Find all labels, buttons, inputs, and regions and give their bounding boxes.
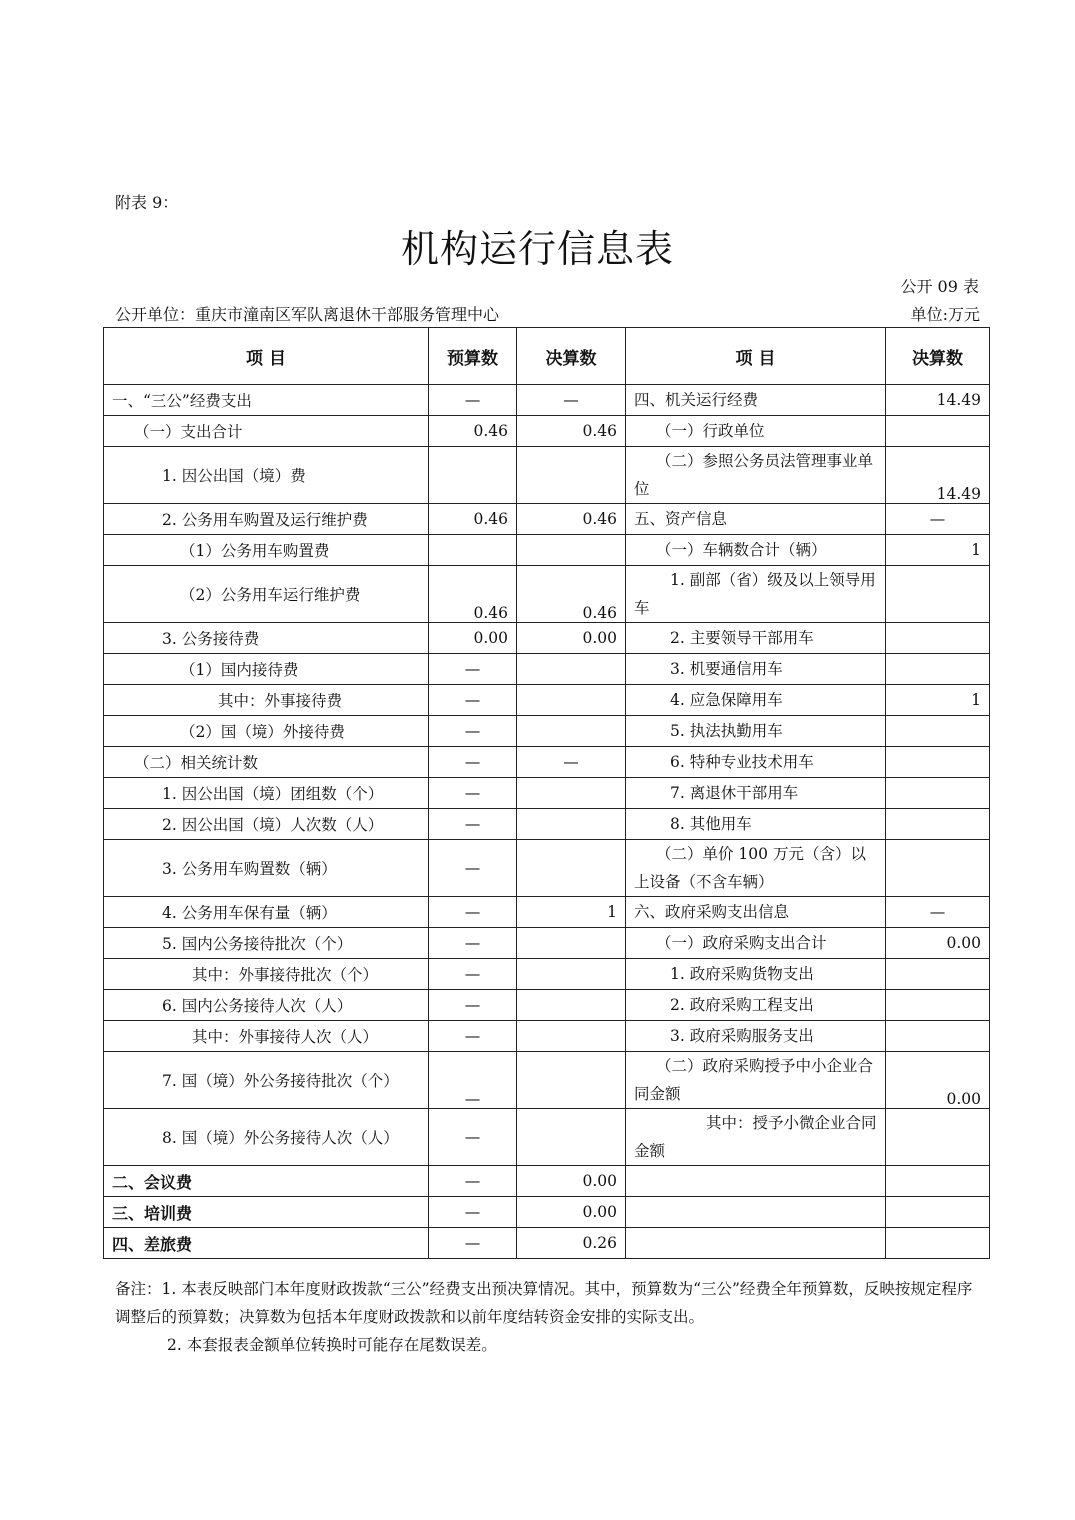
- table-row: [104, 1109, 990, 1166]
- item-left-cell: 5. 国内公务接待批次（个）: [104, 928, 429, 959]
- item-left-cell: 二、会议费: [104, 1166, 429, 1197]
- item-left-cell: （1）国内接待费: [104, 654, 429, 685]
- item-right-cell: 5. 执法执勤用车: [626, 716, 886, 747]
- final-right-cell: [886, 716, 990, 747]
- budget-cell: —: [429, 1197, 517, 1228]
- budget-cell: —: [429, 897, 517, 928]
- budget-cell: —: [429, 1052, 517, 1109]
- item-left-cell: （1）公务用车购置费: [104, 535, 429, 566]
- item-right-cell: 3. 政府采购服务支出: [626, 1021, 886, 1052]
- item-right-cell: 六、政府采购支出信息: [626, 897, 886, 928]
- table-row: [104, 747, 990, 778]
- item-left-cell: （一）支出合计: [104, 416, 429, 447]
- final-left-cell: [517, 809, 626, 840]
- item-left-cell: 3. 公务接待费: [104, 623, 429, 654]
- item-right-cell: 1. 副部（省）级及以上领导用车: [626, 566, 886, 623]
- final-left-cell: 0.00: [517, 1166, 626, 1197]
- budget-cell: —: [429, 928, 517, 959]
- budget-cell: 0.46: [429, 416, 517, 447]
- unit-row: [115, 302, 980, 325]
- table-body: [104, 385, 990, 1259]
- item-right-cell: 2. 主要领导干部用车: [626, 623, 886, 654]
- final-left-cell: 0.46: [517, 416, 626, 447]
- budget-cell: [429, 535, 517, 566]
- item-right-cell: （一）政府采购支出合计: [626, 928, 886, 959]
- final-right-cell: [886, 809, 990, 840]
- table-row: [104, 385, 990, 416]
- final-left-cell: 0.00: [517, 623, 626, 654]
- table-row: [104, 535, 990, 566]
- currency-unit: 单位:万元: [910, 305, 980, 324]
- final-right-cell: [886, 566, 990, 623]
- table-row: [104, 685, 990, 716]
- budget-cell: —: [429, 685, 517, 716]
- item-left-cell: 1. 因公出国（境）费: [104, 447, 429, 504]
- item-right-cell: 8. 其他用车: [626, 809, 886, 840]
- final-right-cell: 1: [886, 685, 990, 716]
- item-right-cell: 7. 离退休干部用车: [626, 778, 886, 809]
- budget-cell: —: [429, 385, 517, 416]
- final-right-cell: [886, 416, 990, 447]
- col-header-final-right: 决算数: [886, 328, 990, 385]
- table-row: [104, 1052, 990, 1109]
- budget-cell: —: [429, 654, 517, 685]
- final-left-cell: —: [517, 385, 626, 416]
- item-right-cell: （二）参照公务员法管理事业单位: [626, 447, 886, 504]
- item-right-cell: （二）单价 100 万元（含）以上设备（不含车辆）: [626, 840, 886, 897]
- budget-cell: 0.00: [429, 623, 517, 654]
- budget-cell: —: [429, 1021, 517, 1052]
- final-right-cell: [886, 1021, 990, 1052]
- table-row: [104, 897, 990, 928]
- final-right-cell: [886, 959, 990, 990]
- item-right-cell: 五、资产信息: [626, 504, 886, 535]
- page-title: 机构运行信息表: [400, 227, 674, 271]
- table-row: [104, 566, 990, 623]
- item-left-cell: 其中：外事接待批次（个）: [104, 959, 429, 990]
- budget-cell: —: [429, 1109, 517, 1166]
- item-right-cell: [626, 1228, 886, 1259]
- item-left-cell: 3. 公务用车购置数（辆）: [104, 840, 429, 897]
- budget-cell: —: [429, 1166, 517, 1197]
- col-header-item-left: 项 目: [104, 328, 429, 385]
- item-right-cell: [626, 1166, 886, 1197]
- table-row: [104, 959, 990, 990]
- item-left-cell: 三、培训费: [104, 1197, 429, 1228]
- item-right-cell: （一）行政单位: [626, 416, 886, 447]
- budget-cell: —: [429, 959, 517, 990]
- table-row: [104, 990, 990, 1021]
- item-left-cell: 4. 公务用车保有量（辆）: [104, 897, 429, 928]
- final-right-cell: [886, 1197, 990, 1228]
- final-right-cell: —: [886, 897, 990, 928]
- item-right-cell: 3. 机要通信用车: [626, 654, 886, 685]
- table-row: [104, 716, 990, 747]
- item-right-cell: 1. 政府采购货物支出: [626, 959, 886, 990]
- final-left-cell: [517, 535, 626, 566]
- table-row: [104, 1166, 990, 1197]
- budget-cell: 0.46: [429, 504, 517, 535]
- item-right-cell: 6. 特种专业技术用车: [626, 747, 886, 778]
- item-right-cell: （二）政府采购授予中小企业合同金额: [626, 1052, 886, 1109]
- final-right-cell: 1: [886, 535, 990, 566]
- col-header-budget: 预算数: [429, 328, 517, 385]
- col-header-item-right: 项 目: [626, 328, 886, 385]
- budget-cell: [429, 447, 517, 504]
- table-row: [104, 623, 990, 654]
- final-left-cell: [517, 778, 626, 809]
- final-left-cell: 0.00: [517, 1197, 626, 1228]
- final-right-cell: —: [886, 504, 990, 535]
- final-right-cell: [886, 1166, 990, 1197]
- item-left-cell: （2）国（境）外接待费: [104, 716, 429, 747]
- notes: [115, 1275, 985, 1359]
- final-left-cell: —: [517, 747, 626, 778]
- final-left-cell: [517, 959, 626, 990]
- final-right-cell: [886, 778, 990, 809]
- item-left-cell: 8. 国（境）外公务接待人次（人）: [104, 1109, 429, 1166]
- col-header-final-left: 决算数: [517, 328, 626, 385]
- final-left-cell: [517, 990, 626, 1021]
- final-left-cell: [517, 716, 626, 747]
- item-left-cell: 6. 国内公务接待人次（人）: [104, 990, 429, 1021]
- final-right-cell: [886, 840, 990, 897]
- final-left-cell: [517, 685, 626, 716]
- budget-cell: —: [429, 990, 517, 1021]
- table-header-row: [104, 328, 990, 385]
- table-row: [104, 928, 990, 959]
- reporting-unit: 公开单位：重庆市潼南区军队离退休干部服务管理中心: [115, 305, 500, 324]
- final-right-cell: 14.49: [886, 447, 990, 504]
- item-left-cell: 7. 国（境）外公务接待批次（个）: [104, 1052, 429, 1109]
- item-right-cell: 2. 政府采购工程支出: [626, 990, 886, 1021]
- form-code: 公开 09 表: [900, 277, 979, 296]
- item-left-cell: 2. 公务用车购置及运行维护费: [104, 504, 429, 535]
- item-left-cell: 其中：外事接待费: [104, 685, 429, 716]
- item-left-cell: 1. 因公出国（境）团组数（个）: [104, 778, 429, 809]
- item-left-cell: （2）公务用车运行维护费: [104, 566, 429, 623]
- item-left-cell: 其中：外事接待人次（人）: [104, 1021, 429, 1052]
- table-row: [104, 778, 990, 809]
- table-row: [104, 654, 990, 685]
- item-right-cell: 4. 应急保障用车: [626, 685, 886, 716]
- final-right-cell: 0.00: [886, 928, 990, 959]
- final-right-cell: [886, 1109, 990, 1166]
- final-right-cell: [886, 654, 990, 685]
- table-row: [104, 1197, 990, 1228]
- final-left-cell: [517, 1109, 626, 1166]
- item-left-cell: 一、“三公”经费支出: [104, 385, 429, 416]
- table-row: [104, 1228, 990, 1259]
- item-right-cell: 其中：授予小微企业合同金额: [626, 1109, 886, 1166]
- table-row: [104, 809, 990, 840]
- attachment-label: 附表 9：: [115, 193, 179, 212]
- budget-cell: —: [429, 778, 517, 809]
- final-left-cell: [517, 840, 626, 897]
- final-left-cell: 0.46: [517, 566, 626, 623]
- final-left-cell: 0.46: [517, 504, 626, 535]
- final-right-cell: 0.00: [886, 1052, 990, 1109]
- final-left-cell: 0.26: [517, 1228, 626, 1259]
- final-right-cell: [886, 623, 990, 654]
- table-row: [104, 447, 990, 504]
- final-left-cell: [517, 1021, 626, 1052]
- final-right-cell: [886, 747, 990, 778]
- budget-cell: —: [429, 747, 517, 778]
- final-left-cell: [517, 1052, 626, 1109]
- item-right-cell: 四、机关运行经费: [626, 385, 886, 416]
- table-row: [104, 504, 990, 535]
- budget-cell: —: [429, 840, 517, 897]
- table-row: [104, 1021, 990, 1052]
- note-2: 2. 本套报表金额单位转换时可能存在尾数误差。: [167, 1336, 497, 1354]
- note-1: 备注：1. 本表反映部门本年度财政拨款“三公”经费支出预决算情况。其中，预算数为“三公”经费全年预算数，反映按规定程序调整后的预算数；决算数为包括本年度财政拨款和以前年度结转资金安排的实际支出。: [115, 1280, 973, 1326]
- final-left-cell: [517, 928, 626, 959]
- budget-cell: —: [429, 809, 517, 840]
- budget-cell: —: [429, 716, 517, 747]
- final-left-cell: [517, 654, 626, 685]
- final-right-cell: [886, 1228, 990, 1259]
- item-left-cell: 四、差旅费: [104, 1228, 429, 1259]
- final-right-cell: [886, 990, 990, 1021]
- budget-cell: 0.46: [429, 566, 517, 623]
- table-row: [104, 840, 990, 897]
- item-left-cell: 2. 因公出国（境）人次数（人）: [104, 809, 429, 840]
- info-table: [103, 327, 990, 1259]
- table-row: [104, 416, 990, 447]
- final-left-cell: 1: [517, 897, 626, 928]
- item-right-cell: （一）车辆数合计（辆）: [626, 535, 886, 566]
- item-left-cell: （二）相关统计数: [104, 747, 429, 778]
- final-left-cell: [517, 447, 626, 504]
- budget-cell: —: [429, 1228, 517, 1259]
- final-right-cell: 14.49: [886, 385, 990, 416]
- item-right-cell: [626, 1197, 886, 1228]
